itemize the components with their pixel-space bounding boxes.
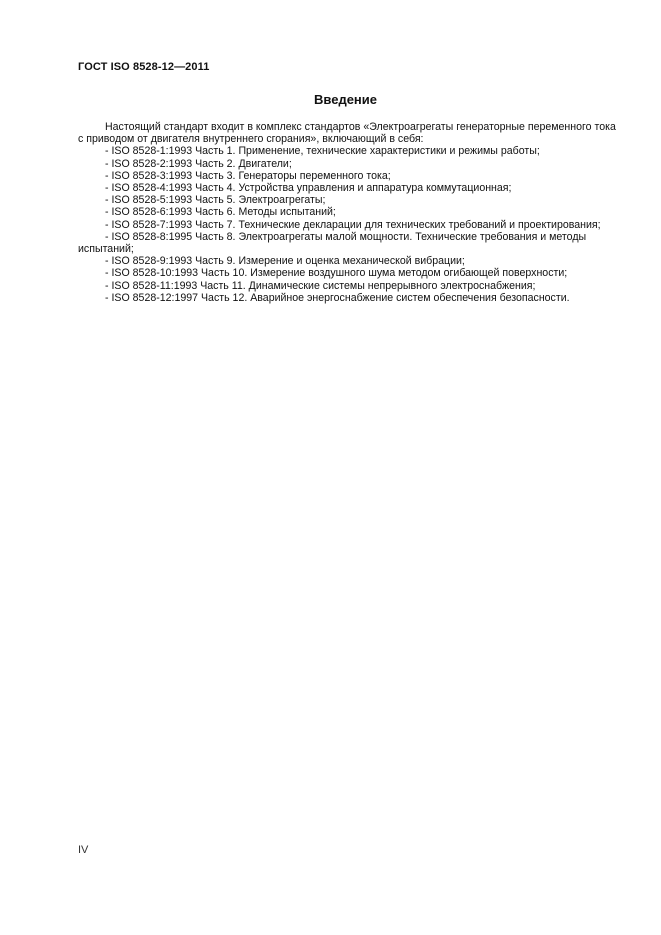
- section-title: Введение: [314, 92, 377, 107]
- document-header-id: ГОСТ ISO 8528-12—2011: [78, 61, 210, 73]
- list-item: - ISO 8528-3:1993 Часть 3. Генераторы переменного тока;: [105, 169, 391, 182]
- list-item: - ISO 8528-7:1993 Часть 7. Технические декларации для технических требований и проектирования;: [105, 218, 601, 231]
- list-item: - ISO 8528-1:1993 Часть 1. Применение, технические характеристики и режимы работы;: [105, 145, 540, 158]
- list-item: - ISO 8528-11:1993 Часть 11. Динамические системы непрерывного электроснабжения;: [105, 279, 536, 292]
- list-item: - ISO 8528-12:1997 Часть 12. Аварийное энергоснабжение систем обеспечения безопасности.: [105, 291, 570, 304]
- list-item: - ISO 8528-4:1993 Часть 4. Устройства управления и аппаратура коммутационная;: [105, 182, 512, 195]
- page-number: IV: [78, 844, 89, 856]
- list-item: - ISO 8528-6:1993 Часть 6. Методы испытаний;: [105, 206, 336, 219]
- list-item: - ISO 8528-5:1993 Часть 5. Электроагрегаты;: [105, 194, 326, 207]
- list-item: - ISO 8528-9:1993 Часть 9. Измерение и оценка механической вибрации;: [105, 255, 465, 268]
- document-body: [78, 121, 618, 304]
- list-item: - ISO 8528-8:1995 Часть 8. Электроагрегаты малой мощности. Технические требования и методы испытаний;: [78, 230, 587, 256]
- list-item: - ISO 8528-2:1993 Часть 2. Двигатели;: [105, 157, 292, 170]
- intro-paragraph: Настоящий стандарт входит в комплекс стандартов «Электроагрегаты генераторные переменного тока с приводом от двигателя внутреннего сгорания», включающий в себя:: [78, 121, 616, 146]
- list-item: - ISO 8528-10:1993 Часть 10. Измерение воздушного шума методом огибающей поверхности;: [105, 267, 568, 280]
